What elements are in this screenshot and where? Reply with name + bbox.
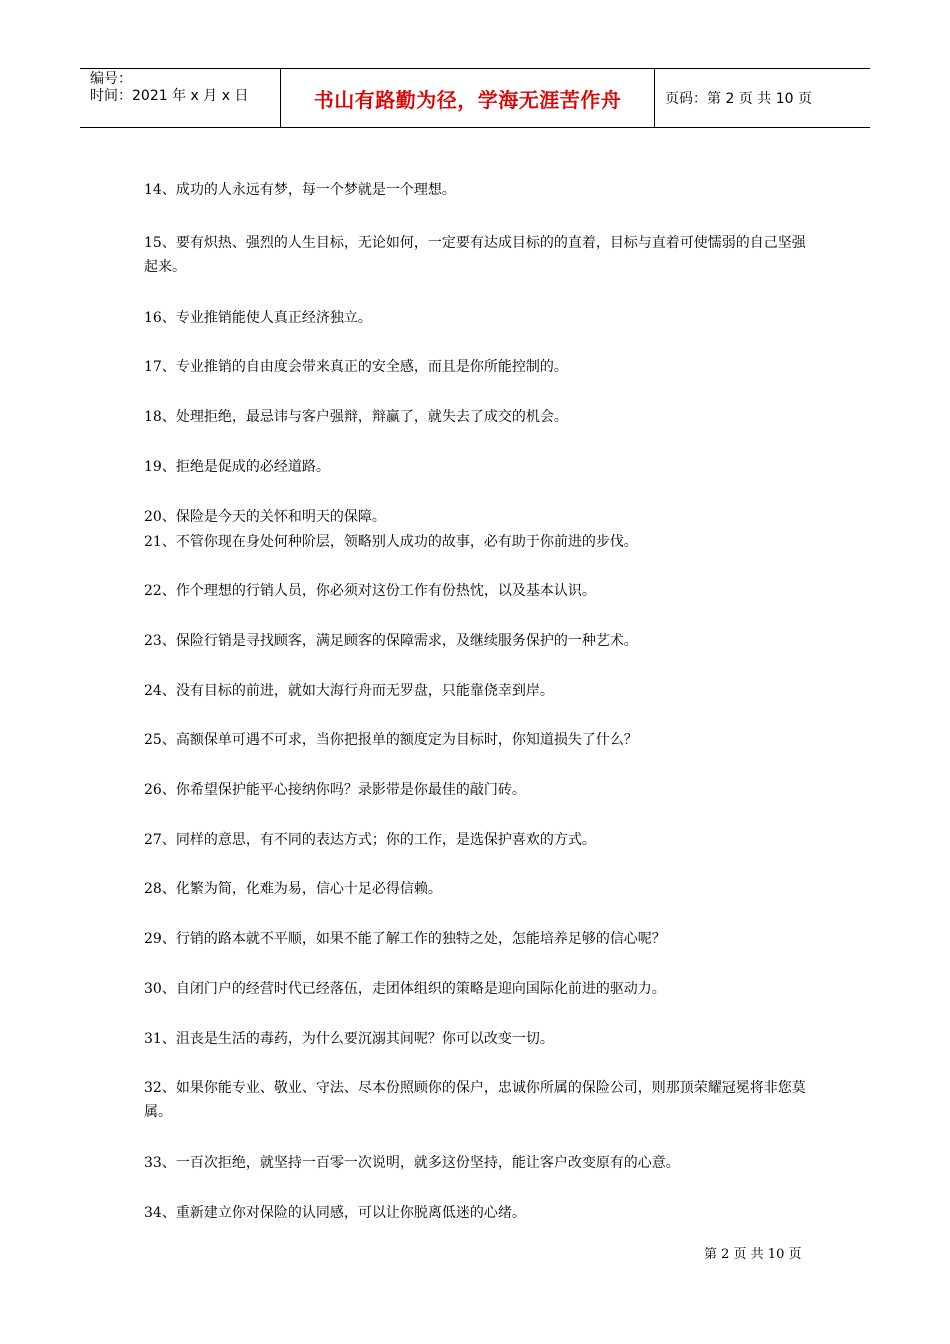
date-label: 时间：2021 年 x 月 x 日 — [90, 88, 249, 104]
list-item: 16、专业推销能使人真正经济独立。 — [144, 310, 372, 326]
page-footer: 第 2 页 共 10 页 — [704, 1247, 802, 1262]
list-item: 30、自闭门户的经营时代已经落伍，走团体组织的策略是迎向国际化前进的驱动力。 — [144, 981, 666, 997]
list-item: 25、高额保单可遇不可求，当你把报单的额度定为目标时，你知道损失了什么？ — [144, 732, 638, 748]
list-item: 32、如果你能专业、敬业、守法、尽本份照顾你的保户，忠诚你所属的保险公司，则那顶荣耀冠冕将非您莫属。 — [144, 1080, 806, 1120]
list-item: 26、你希望保护能平心接纳你吗？录影带是你最佳的敲门砖。 — [144, 782, 526, 798]
list-item: 27、同样的意思，有不同的表达方式；你的工作，是选保护喜欢的方式。 — [144, 832, 596, 848]
list-item: 21、不管你现在身处何种阶层，领略别人成功的故事，必有助于你前进的步伐。 — [144, 534, 638, 550]
list-item: 19、拒绝是促成的必经道路。 — [144, 459, 330, 475]
page-header — [80, 68, 870, 128]
list-item: 17、专业推销的自由度会带来真正的安全感，而且是你所能控制的。 — [144, 359, 568, 375]
list-item: 33、一百次拒绝，就坚持一百零一次说明，就多这份坚持，能让客户改变原有的心意。 — [144, 1155, 680, 1171]
list-item: 15、要有炽热、强烈的人生目标，无论如何，一定要有达成目标的的直着，目标与直着可使懦弱的自己坚强起来。 — [144, 235, 806, 275]
list-item: 31、沮丧是生活的毒药，为什么要沉溺其间呢？你可以改变一切。 — [144, 1031, 554, 1047]
list-item: 22、作个理想的行销人员，你必须对这份工作有份热忱，以及基本认识。 — [144, 583, 596, 599]
header-motto: 书山有路勤为径，学海无涯苦作舟 — [281, 69, 655, 127]
list-item: 28、化繁为简，化难为易，信心十足必得信赖。 — [144, 881, 442, 897]
number-label: 编号： — [90, 71, 132, 87]
header-info-cell — [80, 69, 281, 127]
list-item: 18、处理拒绝，最忌讳与客户强辩，辩赢了，就失去了成交的机会。 — [144, 409, 568, 425]
list-item: 29、行销的路本就不平顺，如果不能了解工作的独特之处，怎能培养足够的信心呢？ — [144, 931, 666, 947]
header-page-label: 页码：第 2 页 共 10 页 — [665, 91, 812, 107]
list-item: 24、没有目标的前进，就如大海行舟而无罗盘，只能靠侥幸到岸。 — [144, 683, 554, 699]
list-item: 23、保险行销是寻找顾客，满足顾客的保障需求，及继续服务保护的一种艺术。 — [144, 633, 638, 649]
list-item: 34、重新建立你对保险的认同感，可以让你脱离低迷的心绪。 — [144, 1205, 526, 1221]
list-item: 14、成功的人永远有梦，每一个梦就是一个理想。 — [144, 182, 456, 198]
list-item: 20、保险是今天的关怀和明天的保障。 — [144, 509, 386, 525]
